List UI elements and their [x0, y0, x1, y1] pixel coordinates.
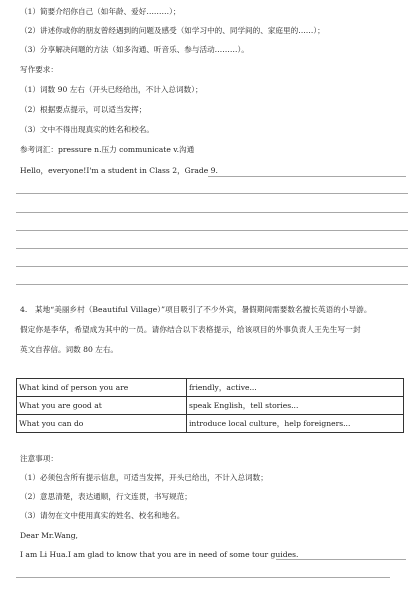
- table-cell: What you can do: [17, 415, 187, 433]
- note-3: （3）请勿在文中使用真实的姓名、校名和地名。: [20, 511, 185, 520]
- answer-line: [16, 284, 408, 285]
- answer-line: [276, 559, 406, 560]
- letter-first-line: I am Li Hua.I am glad to know that you are in need of some tour guides.: [20, 550, 299, 559]
- answer-line: [16, 577, 390, 578]
- notes-title: 注意事项：: [20, 454, 58, 463]
- table-cell: What kind of person you are: [17, 379, 187, 397]
- writing-requirement-1: （1）词数 90 左右（开头已经给出，不计入总词数）；: [20, 85, 203, 94]
- writing-requirement-3: （3）文中不得出现真实的姓名和校名。: [20, 125, 154, 134]
- letter-greeting: Dear Mr.Wang,: [20, 531, 78, 540]
- requirement-1: （1）简要介绍你自己（如年龄、爱好………）；: [20, 7, 181, 16]
- essay-opening-line: Hello，everyone!I'm a student in Class 2，Grade 9.: [20, 166, 218, 175]
- table-cell: friendly，active...: [187, 379, 404, 397]
- reference-words: 参考词汇：pressure n.压力 communicate v.沟通: [20, 145, 195, 154]
- hint-table: [16, 378, 404, 433]
- answer-line: [16, 193, 408, 194]
- question-4-line-3: 英文自荐信。词数 80 左右。: [20, 345, 119, 354]
- table-cell: introduce local culture，help foreigners...: [187, 415, 404, 433]
- answer-line: [16, 230, 408, 231]
- table-row: [17, 397, 404, 415]
- table-cell: speak English，tell stories...: [187, 397, 404, 415]
- answer-line: [16, 248, 408, 249]
- writing-requirements-title: 写作要求：: [20, 65, 58, 74]
- note-2: （2）意思清楚，表达通顺，行文连贯，书写规范；: [20, 492, 192, 501]
- table-row: [17, 415, 404, 433]
- requirement-2: （2）讲述你或你的朋友曾经遇到的问题及感受（如学习中的、同学间的、家庭里的……）；: [20, 26, 325, 35]
- table-cell: What you are good at: [17, 397, 187, 415]
- answer-line: [16, 266, 408, 267]
- answer-line: [208, 176, 406, 177]
- writing-requirement-2: （2）根据要点提示，可以适当发挥；: [20, 105, 147, 114]
- question-4-line-2: 假定你是李华，希望成为其中的一员。请你结合以下表格提示，给该项目的外事负责人王先生写一封: [20, 325, 361, 334]
- requirement-3: （3）分享解决问题的方法（如多沟通、听音乐、参与活动………）。: [20, 45, 249, 54]
- question-4-line-1: 4. 某地“美丽乡村（Beautiful Village）”项目吸引了不少外宾，暑假期间需要数名擅长英语的小导游。: [20, 305, 372, 314]
- table-row: [17, 379, 404, 397]
- answer-line: [16, 212, 408, 213]
- note-1: （1）必须包含所有提示信息，可适当发挥，开头已给出，不计入总词数；: [20, 473, 268, 482]
